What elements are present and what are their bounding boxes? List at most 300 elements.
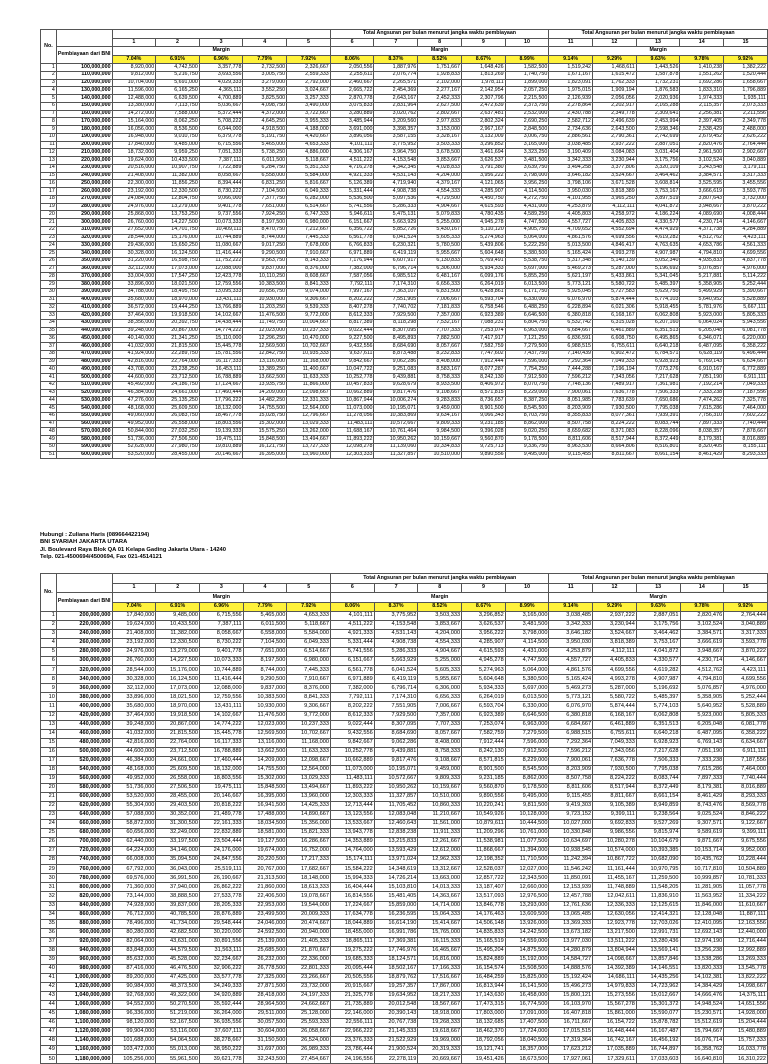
installment-value: 12,088,000	[199, 265, 243, 273]
period-header: 6	[330, 38, 374, 47]
installment-value: 8,461,429	[680, 451, 724, 459]
installment-value: 3,524,667	[593, 172, 637, 180]
installment-value: 10,761,464	[374, 428, 418, 436]
installment-value: 9,439,881	[374, 747, 418, 756]
installment-value: 2,326,667	[287, 64, 331, 72]
installment-value: 38,356,000	[112, 319, 156, 327]
installment-value: 13,662,500	[243, 747, 287, 756]
installment-value: 33,896,000	[112, 281, 156, 289]
installment-value: 11,139,060	[374, 443, 418, 451]
installment-value: 16,991,786	[374, 928, 418, 937]
installment-value: 25,519,111	[200, 865, 244, 874]
table-row	[41, 982, 768, 991]
installment-value: 7,049,333	[593, 738, 637, 747]
installment-value: 7,464,000	[724, 765, 768, 774]
installment-value: 18,502,167	[374, 964, 418, 973]
installment-value: 2,790,361	[593, 133, 637, 141]
installment-value: 7,582,759	[462, 729, 506, 738]
installment-value: 9,495,000	[505, 792, 549, 801]
installment-value: 42,682,500	[156, 928, 200, 937]
installment-value: 16,056,000	[112, 126, 156, 134]
installment-value: 4,306,167	[330, 149, 374, 157]
row-number: 26	[41, 257, 57, 265]
installment-value: 8,293,333	[724, 792, 768, 801]
installment-value: 7,279,500	[505, 729, 549, 738]
margin-rate: 8.37%	[374, 602, 418, 612]
row-number: 39	[41, 955, 57, 964]
installment-value: 11,080,667	[199, 242, 243, 250]
installment-value: 3,626,537	[462, 621, 506, 630]
period-row	[41, 38, 768, 47]
installment-value: 17,143,630	[462, 991, 506, 1000]
installment-value: 13,857,846	[636, 955, 680, 964]
installment-value: 12,796,667	[287, 412, 331, 420]
row-number: 38	[41, 350, 57, 358]
installment-value: 2,961,500	[680, 149, 724, 157]
installment-value: 12,163,556	[724, 919, 768, 928]
installment-value: 9,959,250	[156, 149, 200, 157]
installment-value: 5,469,273	[549, 265, 593, 273]
installment-value: 5,114,222	[724, 273, 768, 281]
installment-value: 2,373,750	[505, 102, 549, 110]
installment-value: 14,102,667	[199, 312, 243, 320]
period-header: 4	[243, 38, 287, 47]
financing-amount: 200,000,000	[56, 612, 112, 621]
row-number: 28	[41, 273, 57, 281]
installment-value: 10,879,611	[462, 820, 506, 829]
installment-value: 10,572,667	[374, 420, 418, 428]
installment-value: 17,840,000	[112, 612, 156, 621]
installment-value: 11,710,500	[505, 856, 549, 865]
installment-value: 4,423,111	[724, 666, 768, 675]
installment-value: 18,879,762	[374, 973, 418, 982]
installment-value: 3,870,222	[724, 648, 768, 657]
installment-value: 6,168,167	[593, 312, 637, 320]
row-number: 7	[41, 666, 57, 675]
installment-value: 15,192,424	[549, 973, 593, 982]
installment-value: 4,976,000	[724, 265, 768, 273]
installment-value: 3,807,643	[680, 195, 724, 203]
installment-value: 4,552,694	[593, 226, 637, 234]
installment-value: 12,098,278	[330, 443, 374, 451]
installment-value: 14,098,667	[593, 955, 637, 964]
group-header-b: Total Angsuran per bulan menurut jangka waktu pembiayaan	[549, 574, 768, 584]
table-row	[41, 1055, 768, 1064]
installment-value: 11,868,667	[462, 847, 506, 856]
installment-value: 6,988,515	[549, 343, 593, 351]
installment-value: 13,943,778	[331, 829, 375, 838]
installment-value: 20,319,333	[418, 1046, 462, 1055]
installment-value: 31,563,111	[200, 946, 244, 955]
installment-value: 4,531,143	[374, 172, 418, 180]
installment-value: 6,346,071	[680, 335, 724, 343]
financing-amount: 270,000,000	[56, 195, 112, 203]
installment-value: 16,774,500	[505, 1001, 549, 1010]
installment-value: 7,792,111	[330, 281, 374, 289]
installment-value: 22,146,000	[331, 1010, 375, 1019]
installment-value: 19,444,250	[156, 304, 200, 312]
installment-value: 5,372,444	[199, 110, 243, 118]
installment-value: 34,788,000	[112, 288, 156, 296]
installment-value: 8,901,500	[461, 405, 505, 413]
installment-value: 3,524,667	[593, 630, 637, 639]
table-row	[41, 343, 768, 351]
installment-value: 15,064,333	[418, 910, 462, 919]
installment-value: 2,977,833	[418, 118, 462, 126]
installment-value: 4,615,593	[462, 648, 506, 657]
installment-value: 4,041,872	[636, 648, 680, 657]
installment-value: 7,588,000	[156, 110, 200, 118]
installment-value: 14,482,250	[243, 397, 287, 405]
installment-value: 34,249,333	[200, 982, 244, 991]
installment-value: 3,040,889	[724, 621, 768, 630]
installment-value: 14,013,333	[418, 883, 462, 892]
installment-value: 10,744,889	[199, 234, 243, 242]
installment-value: 19,544,000	[287, 901, 331, 910]
installment-value: 24,176,000	[200, 847, 244, 856]
installment-value: 4,554,333	[418, 639, 462, 648]
installment-value: 9,890,556	[461, 451, 505, 459]
installment-value: 8,224,222	[593, 774, 637, 783]
installment-value: 5,358,905	[680, 281, 724, 289]
installment-value: 26,558,000	[156, 420, 200, 428]
table-row	[41, 747, 768, 756]
installment-value: 19,969,000	[418, 1037, 462, 1046]
installment-value: 7,333,238	[680, 756, 724, 765]
installment-value: 20,009,333	[287, 910, 331, 919]
installment-value: 12,962,333	[418, 856, 462, 865]
installment-value: 2,902,667	[724, 149, 768, 157]
installment-value: 10,510,000	[418, 792, 462, 801]
installment-value: 18,673,500	[505, 1055, 549, 1064]
row-number: 46	[41, 1019, 57, 1028]
installment-value: 12,331,333	[287, 397, 331, 405]
installment-value: 49,060,000	[112, 412, 156, 420]
installment-value: 9,231,185	[461, 420, 505, 428]
installment-value: 2,887,051	[636, 612, 680, 621]
financing-amount: 360,000,000	[56, 684, 112, 693]
installment-value: 26,760,000	[112, 219, 156, 227]
installment-value: 4,846,417	[593, 242, 637, 250]
installment-value: 8,197,500	[243, 219, 287, 227]
financing-amount: 680,000,000	[56, 829, 112, 838]
installment-value: 11,688,167	[330, 428, 374, 436]
table-row	[41, 774, 768, 783]
installment-value: 15,765,000	[418, 928, 462, 937]
installment-value: 16,752,000	[287, 847, 331, 856]
installment-value: 6,228,894	[549, 304, 593, 312]
installment-value: 3,230,944	[593, 157, 637, 165]
installment-value: 9,817,476	[374, 389, 418, 397]
installment-value: 5,780,500	[418, 242, 462, 250]
installment-value: 8,406,972	[461, 381, 505, 389]
installment-value: 15,164,000	[112, 118, 156, 126]
installment-value: 2,742,699	[636, 133, 680, 141]
row-number: 3	[41, 630, 57, 639]
row-number: 26	[41, 838, 57, 847]
installment-value: 15,174,111	[331, 856, 375, 865]
installment-value: 20,012,548	[374, 1001, 418, 1010]
installment-value: 12,564,000	[287, 765, 331, 774]
installment-value: 7,506,333	[636, 389, 680, 397]
financing-amount: 470,000,000	[56, 350, 112, 358]
installment-value: 16,358,762	[680, 1046, 724, 1055]
financing-amount: 170,000,000	[56, 118, 112, 126]
installment-value: 7,140,439	[549, 350, 593, 358]
installment-value: 10,999,857	[680, 874, 724, 883]
installment-value: 10,128,000	[505, 811, 549, 820]
installment-value: 17,516,667	[418, 973, 462, 982]
installment-value: 27,533,778	[200, 892, 244, 901]
installment-value: 10,237,333	[287, 327, 331, 335]
table-row	[41, 296, 768, 304]
row-number: 20	[41, 783, 57, 792]
installment-value: 4,101,111	[331, 612, 375, 621]
installment-value: 2,886,561	[549, 133, 593, 141]
installment-value: 33,896,000	[112, 693, 156, 702]
financing-amount: 390,000,000	[56, 288, 112, 296]
margin-rate: 8.99%	[505, 55, 549, 64]
installment-value: 12,460,643	[374, 820, 418, 829]
installment-value: 24,186,750	[156, 381, 200, 389]
table-row	[41, 693, 768, 702]
row-number: 18	[41, 765, 57, 774]
installment-value: 9,307,571	[680, 820, 724, 829]
table-row	[41, 829, 768, 838]
installment-value: 23,712,500	[156, 374, 200, 382]
financing-amount: 290,000,000	[56, 211, 112, 219]
installment-value: 20,516,000	[112, 164, 156, 172]
installment-value: 15,575,250	[243, 428, 287, 436]
installment-value: 16,640,810	[680, 1055, 724, 1064]
row-number: 34	[41, 910, 57, 919]
installment-value: 8,229,000	[505, 756, 549, 765]
financing-amount: 130,000,000	[56, 87, 112, 95]
installment-value: 4,431,000	[505, 203, 549, 211]
installment-value: 12,761,636	[549, 901, 593, 910]
installment-value: 29,548,444	[200, 919, 244, 928]
installment-value: 60,656,000	[112, 829, 156, 838]
installment-value: 3,950,030	[549, 639, 593, 648]
installment-value: 15,508,500	[505, 964, 549, 973]
installment-value: 5,064,000	[505, 234, 549, 242]
installment-value: 9,401,778	[199, 203, 243, 211]
installment-value: 3,798,106	[549, 180, 593, 188]
installment-value: 19,121,741	[462, 1046, 506, 1055]
installment-value: 2,397,405	[680, 118, 724, 126]
installment-value: 6,151,667	[331, 657, 375, 666]
installment-table-1	[40, 29, 768, 459]
installment-value: 2,937,222	[593, 141, 637, 149]
installment-value: 26,524,000	[287, 1037, 331, 1046]
row-number: 49	[41, 1046, 57, 1055]
installment-value: 4,342,345	[374, 164, 418, 172]
installment-value: 4,763,635	[636, 242, 680, 250]
row-number: 27	[41, 265, 57, 273]
installment-value: 10,047,722	[330, 366, 374, 374]
financing-amount: 400,000,000	[56, 702, 112, 711]
installment-value: 14,146,551	[636, 964, 680, 973]
installment-value: 3,006,750	[505, 133, 549, 141]
installment-value: 5,580,722	[593, 281, 637, 289]
installment-value: 3,525,595	[680, 180, 724, 188]
installment-value: 2,627,500	[418, 102, 462, 110]
installment-value: 38,950,222	[200, 1046, 244, 1055]
installment-value: 12,991,731	[636, 928, 680, 937]
installment-value: 6,640,218	[636, 729, 680, 738]
installment-value: 90,984,000	[112, 982, 156, 991]
installment-value: 22,966,222	[331, 1028, 375, 1037]
installment-value: 23,504,444	[200, 838, 244, 847]
installment-value: 2,430,788	[549, 110, 593, 118]
no-header: No.	[41, 30, 57, 64]
installment-value: 13,960,000	[287, 792, 331, 801]
financing-amount: 450,000,000	[56, 335, 112, 343]
installment-value: 3,956,222	[462, 630, 506, 639]
installment-value: 9,560,870	[461, 436, 505, 444]
row-number: 6	[41, 102, 57, 110]
period-header: 4	[243, 583, 287, 593]
installment-value: 17,840,000	[112, 141, 156, 149]
installment-value: 15,848,500	[243, 783, 287, 792]
installment-value: 48,168,000	[112, 405, 156, 413]
installment-value: 7,882,500	[418, 335, 462, 343]
financing-amount: 900,000,000	[56, 928, 112, 937]
installment-value: 19,685,333	[331, 955, 375, 964]
installment-value: 7,417,917	[461, 335, 505, 343]
row-number: 23	[41, 234, 57, 242]
installment-value: 13,116,000	[243, 738, 287, 747]
installment-value: 13,187,407	[462, 883, 506, 892]
margin-rate: 6.91%	[156, 55, 200, 64]
installment-value: 12,842,750	[243, 350, 287, 358]
installment-value: 7,707,333	[418, 327, 462, 335]
installment-value: 16,614,190	[374, 919, 418, 928]
installment-value: 2,453,994	[636, 118, 680, 126]
installment-value: 28,964,500	[243, 1001, 287, 1010]
installment-value: 36,935,556	[200, 1019, 244, 1028]
installment-value: 8,016,889	[724, 436, 768, 444]
installment-value: 3,896,056	[330, 133, 374, 141]
table-row	[41, 702, 768, 711]
financing-amount: 580,000,000	[56, 783, 112, 792]
installment-value: 4,153,548	[374, 621, 418, 630]
installment-value: 3,464,462	[636, 630, 680, 639]
installment-value: 2,277,167	[418, 87, 462, 95]
installment-value: 1,909,194	[593, 87, 637, 95]
installment-value: 28,544,000	[112, 666, 156, 675]
financing-amount: 1,040,000,000	[56, 991, 112, 1000]
installment-value: 18,455,000	[331, 928, 375, 937]
installment-value: 2,937,222	[593, 612, 637, 621]
financing-amount: 980,000,000	[56, 964, 112, 973]
installment-value: 10,110,250	[243, 273, 287, 281]
installment-value: 11,856,250	[156, 180, 200, 188]
installment-value: 5,923,000	[680, 711, 724, 720]
installment-value: 12,423,778	[199, 273, 243, 281]
installment-value: 9,952,000	[724, 847, 768, 856]
table-row	[41, 657, 768, 666]
installment-value: 10,435,762	[680, 856, 724, 865]
installment-value: 4,188,000	[287, 126, 331, 134]
installment-value: 12,303,333	[331, 792, 375, 801]
installment-value: 13,279,000	[156, 648, 200, 657]
branch-name: BNI SYARIAH JAKARTA UTARA	[40, 539, 128, 546]
row-number: 5	[41, 648, 57, 657]
installment-value: 12,330,500	[156, 188, 200, 196]
installment-value: 16,448,444	[593, 1028, 637, 1037]
installment-value: 48,373,500	[156, 982, 200, 991]
installment-value: 15,794,667	[680, 1028, 724, 1037]
installment-value: 6,284,750	[243, 164, 287, 172]
row-number: 12	[41, 149, 57, 157]
installment-value: 2,665,722	[330, 87, 374, 95]
installment-value: 14,835,833	[462, 928, 506, 937]
installment-value: 7,174,310	[374, 281, 418, 289]
installment-value: 7,279,500	[505, 343, 549, 351]
installment-value: 16,236,595	[374, 910, 418, 919]
group-header-a: Total Angsuran per bulan menurut jangka waktu pembiayaan	[331, 574, 549, 584]
installment-value: 14,375,111	[724, 991, 768, 1000]
installment-value: 13,215,833	[374, 838, 418, 847]
installment-value: 12,923,778	[593, 919, 637, 928]
period-row	[41, 583, 768, 593]
installment-value: 16,103,970	[549, 1001, 593, 1010]
installment-value: 13,569,141	[636, 946, 680, 955]
installment-value: 2,532,000	[505, 110, 549, 118]
installment-value: 7,912,500	[505, 374, 549, 382]
installment-value: 17,035,889	[593, 1046, 637, 1055]
financing-amount: 760,000,000	[56, 865, 112, 874]
installment-value: 6,461,889	[593, 720, 637, 729]
installment-value: 23,499,500	[243, 910, 287, 919]
installment-value: 5,390,667	[724, 288, 768, 296]
group-header-a: Total Angsuran per bulan menurut jangka waktu pembiayaan	[330, 30, 549, 39]
installment-value: 9,432,556	[331, 729, 375, 738]
installment-value: 18,357,000	[505, 1046, 549, 1055]
installment-value: 4,511,222	[331, 621, 375, 630]
installment-value: 8,811,606	[549, 436, 593, 444]
installment-value: 12,713,444	[331, 801, 375, 810]
installment-value: 15,230,571	[680, 1010, 724, 1019]
table-row	[41, 428, 768, 436]
installment-value: 5,331,444	[331, 639, 375, 648]
installment-value: 12,343,500	[505, 874, 549, 883]
installment-value: 14,098,667	[724, 982, 768, 991]
installment-value: 3,455,556	[724, 180, 768, 188]
table-row	[41, 195, 768, 203]
table1-body	[41, 64, 768, 459]
installment-value: 5,663,929	[374, 657, 418, 666]
installment-value: 6,049,333	[287, 639, 331, 648]
table-row	[41, 729, 768, 738]
row-number: 8	[41, 675, 57, 684]
installment-value: 17,473,315	[462, 1001, 506, 1010]
contact-person: Hubungi : Zuliana Haris (089664422194)	[40, 532, 150, 538]
installment-value: 21,489,778	[200, 811, 244, 820]
installment-value: 6,910,167	[680, 366, 724, 374]
installment-value: 9,890,556	[462, 792, 506, 801]
installment-value: 4,557,727	[549, 657, 593, 666]
installment-value: 26,989,333	[287, 1046, 331, 1055]
row-number: 28	[41, 856, 57, 865]
financing-amount: 570,000,000	[56, 428, 112, 436]
installment-value: 19,475,111	[199, 436, 243, 444]
installment-value: 6,011,500	[243, 621, 287, 630]
row-number: 1	[41, 612, 57, 621]
installment-value: 14,227,500	[156, 657, 200, 666]
installment-value: 5,358,905	[680, 693, 724, 702]
